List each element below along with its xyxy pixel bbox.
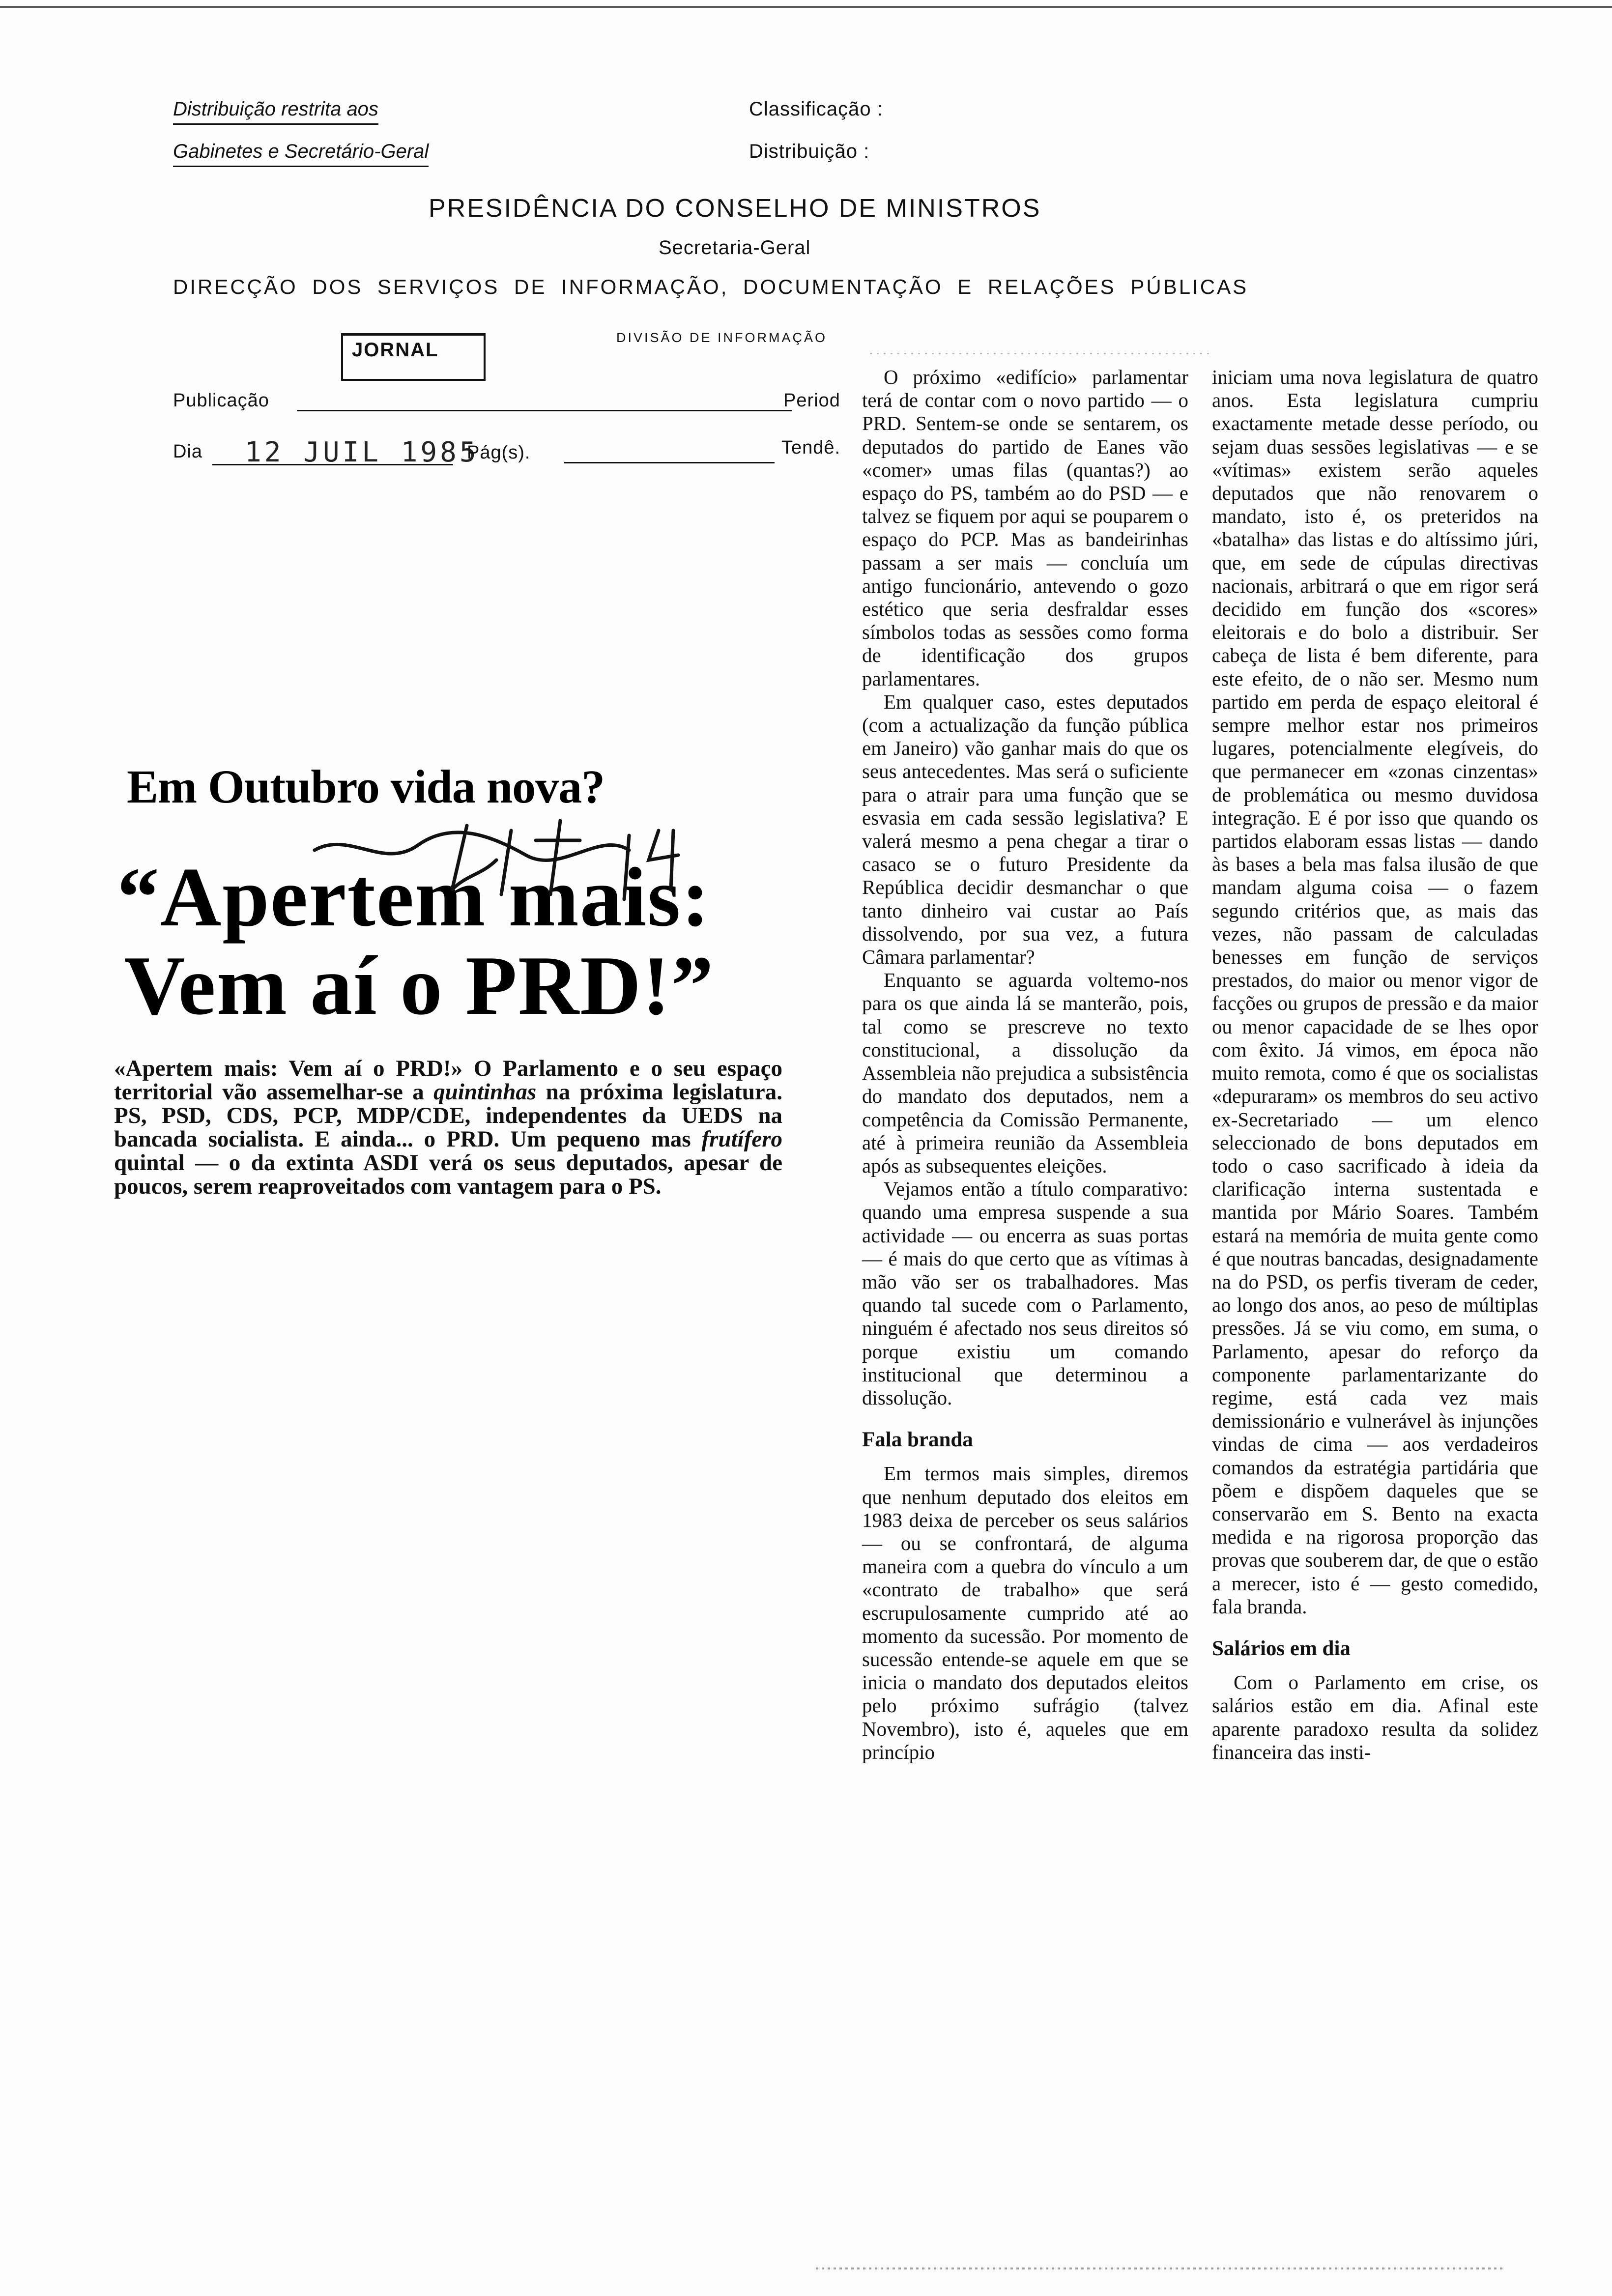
lead-text-3: quintal — o da extinta ASDI verá os seus deputados, apesar de poucos, serem reaproveitados com vantagem para o PS. [114, 1150, 782, 1199]
article-kicker: Em Outubro vida nova? [127, 760, 605, 813]
headline-line-2: Vem aí o PRD!” [124, 939, 715, 1033]
pages-label: Pág(s). [467, 442, 531, 463]
page-subtitle: Secretaria-Geral [659, 237, 811, 258]
page-title: PRESIDÊNCIA DO CONSELHO DE MINISTROS [429, 194, 1041, 223]
directorate-line: DIRECÇÃO DOS SERVIÇOS DE INFORMAÇÃO, DOCUMENTAÇÃO E RELAÇÕES PÚBLICAS [173, 275, 1249, 298]
lead-text-2: na próxima legislatura. PS, PSD, CDS, PCP, MDP/CDE, independentes da UEDS na bancada socialista. E ainda... o PRD. Um pequeno mas [114, 1079, 783, 1152]
article-column-1 [862, 366, 1188, 1764]
day-label: Dia [173, 441, 203, 462]
col1-paragraph: Em qualquer caso, estes deputados (com a actualização da função pública em Janeiro) vão ganhar mais do que os seus antecedentes. Mas será o suficiente para o atrair para uma função que se esvasia em cada sessão legislativa? E valerá mesmo a pena chegar a tirar o casaco se o futuro Presidente da República decidir desmanchar o que tanto dinheiro vai custar ao País dissolvendo, por sua vez, a futura Câmara parlamentar? [862, 690, 1188, 969]
article-column-2 [1212, 366, 1538, 1764]
article-lead [114, 1057, 782, 1198]
col1-paragraph: Vejamos então a título comparativo: quando uma empresa suspende a sua actividade — ou encerra as suas portas — é mais do que certo que as vítimas à mão vão ser os trabalhadores. Mas quando tal sucede com o Parlamento, ninguém é afectado nos seus direitos só porque existiu um comando institucional que determinou a dissolução. [862, 1177, 1188, 1409]
footer-dotted-line [816, 2267, 1504, 2269]
handwritten-scribble [305, 776, 708, 924]
lead-emphasis-1: quintinhas [433, 1079, 537, 1105]
tendency-label: Tendê. [781, 437, 841, 458]
col1-paragraph: O próximo «edifício» parlamentar terá de contar com o novo partido — o PRD. Sentem-se onde se sentarem, os deputados do partido de Eanes vão «comer» umas filas (quantas?) ao espaço do PS, também ao do PSD — e talvez se fiquem por aqui se pouparem o espaço do PCP. Mas as bandeirinhas passam a ser mais — concluía um antigo funcionário, antevendo o gozo estético que seria desfraldar esses símbolos todas as sessões como forma de identificação dos grupos parlamentares. [862, 366, 1188, 690]
date-stamp: 12 JUIL 1985 [245, 436, 479, 468]
distribution-label: Distribuição : [749, 141, 870, 162]
division-label: DIVISÃO DE INFORMAÇÃO [616, 330, 828, 345]
col2-paragraph: Com o Parlamento em crise, os salários estão em dia. Afinal este aparente paradoxo resulta da solidez financeira das insti- [1212, 1671, 1538, 1763]
periodicity-label: Period [783, 390, 840, 411]
jornal-stamp [341, 328, 486, 378]
headline-line-1: “Apertem mais: [117, 851, 711, 944]
col2-paragraph: iniciam uma nova legislatura de quatro anos. Esta legislatura cumpriu exactamente metade desse período, ou sejam duas sessões legislativas — e se «vítimas» existem serão aqueles deputados que não renovarem o mandato, isto é, os preteridos na «batalha» das listas e do altíssimo júri, que, em sede de cúpulas directivas nacionais, arbitrará o que em rigor será decidido em função dos «scores» eleitorais e do bolo a distribuir. Ser cabeça de lista é bem diferente, para este efeito, de o não ser. Mesmo num partido em perda de espaço eleitoral é sempre melhor estar nos primeiros lugares, potencialmente elegíveis, do que permanecer em «zonas cinzentas» de problemática ou mesmo duvidosa integração. E é por isso que quando os partidos elaboram essas listas — dando às bases a bela mas falsa ilusão de que mandam alguma coisa — o fazem segundo critérios que, as mais das vezes, não passam de calculadas benesses em função de serviços prestados, do maior ou menor vigor de facções ou grupos de pressão e da maior ou menor capacidade de se lhes opor com êxito. Já vimos, em época não muito remota, como é que os socialistas «depuraram» os membros do seu activo ex-Secretariado — um elenco seleccionado de bons deputados em todo o caso sacrificado à ideia da clarificação interna sustentada e mantida por Mário Soares. Também estará na memória de muita gente como é que noutras bancadas, designadamente na do PSD, os perfis tiveram de ceder, ao longo dos anos, ao peso de múltiplas pressões. Já se viu como, em suma, o Parlamento, apesar do reforço da componente parlamentarizante do regime, está cada vez mais demissionário e vulnerável às injunções vindas de cima — aos verdadeiros comandos da estratégia partidária que põem e dispõem daqueles que se conservarão em S. Bento na exacta medida e na rigorosa proporção das provas que souberem dar, de que o estão a merecer, isto é — gesto comedido, fala branda. [1212, 366, 1538, 1618]
stamp-text: JORNAL [352, 339, 439, 361]
dotted-separator [870, 353, 1214, 354]
publication-field-line [297, 410, 792, 411]
subheading-salarios-em-dia: Salários em dia [1212, 1636, 1351, 1660]
restriction-line-2: Gabinetes e Secretário-Geral [173, 141, 429, 167]
classification-label: Classificação : [749, 98, 883, 120]
col1-paragraph: Em termos mais simples, diremos que nenhum deputado dos eleitos em 1983 deixa de perceber os seus salários — ou se confrontará, de alguma maneira com a quebra do vínculo a um «contrato de trabalho» que será escrupulosamente cumprido até ao momento da sucessão. Por momento de sucessão entende-se aquele em que se inicia o mandato dos deputados eleitos pelo próximo sufrágio (talvez Novembro), isto é, aqueles que em princípio [862, 1462, 1188, 1763]
publication-label: Publicação [173, 390, 269, 411]
lead-emphasis-2: frutífero [701, 1126, 782, 1152]
col1-paragraph: Enquanto se aguarda voltemo-nos para os que ainda lá se manterão, pois, tal como se prescreve no texto constitucional, a dissolução da Assembleia não prejudica a subsistência do mandato dos deputados, nem a competência da Comissão Permanente, até à primeira reunião da Assembleia após as subsequentes eleições. [862, 969, 1188, 1177]
pages-field-line [564, 462, 775, 463]
restriction-line-1: Distribuição restrita aos [173, 98, 378, 125]
top-rule [0, 6, 1612, 8]
subheading-fala-branda: Fala branda [862, 1428, 973, 1452]
lead-text-1: «Apertem mais: Vem aí o PRD!» O Parlamento e o seu espaço territorial vão assemelhar-se a [114, 1056, 782, 1105]
